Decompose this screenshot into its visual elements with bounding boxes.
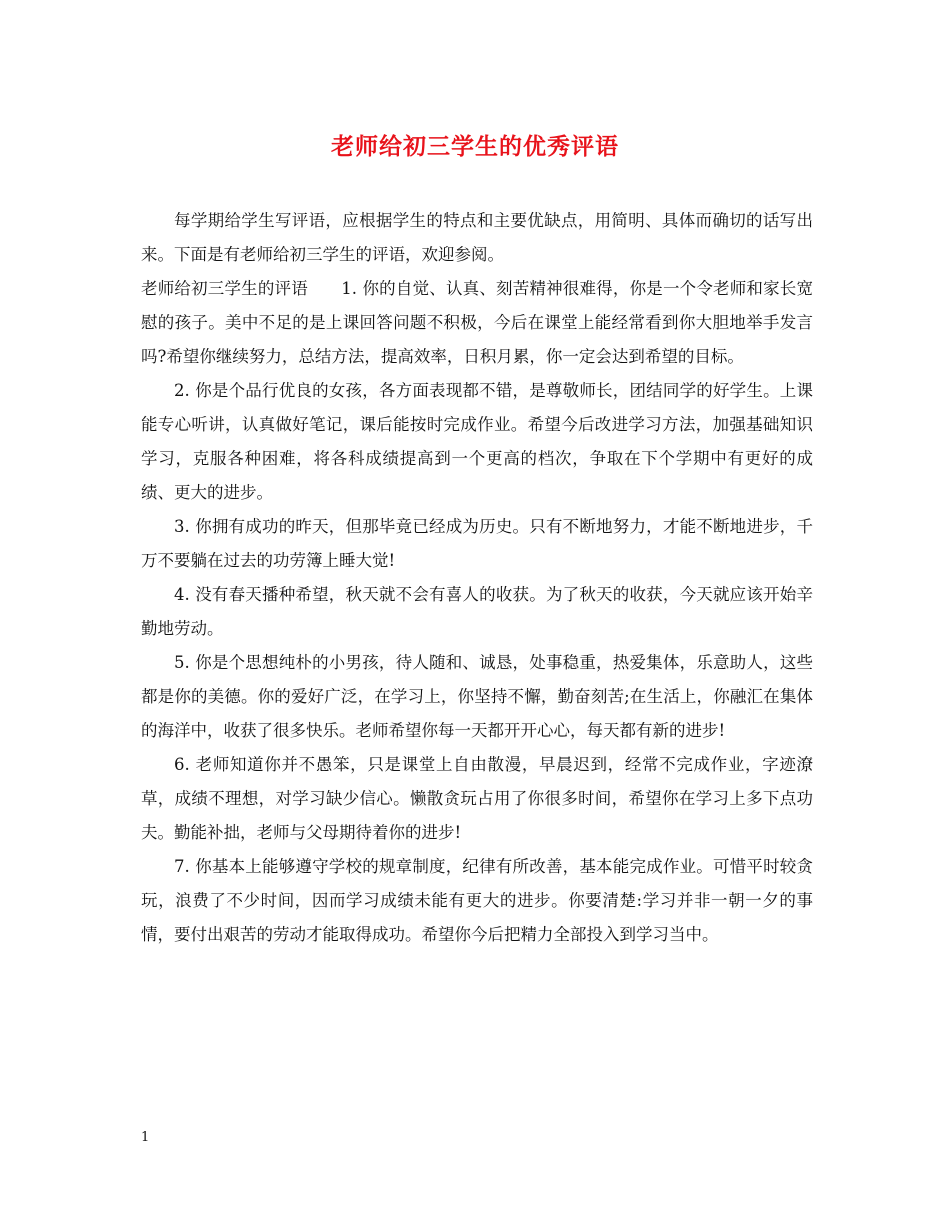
document-body — [141, 204, 813, 952]
comment-paragraph-6: 6. 老师知道你并不愚笨，只是课堂上自由散漫，早晨迟到，经常不完成作业，字迹潦草，成绩不理想，对学习缺少信心。懒散贪玩占用了你很多时间，希望你在学习上多下点功夫。勤能补拙，老师与父母期待着你的进步! — [141, 755, 813, 842]
comment-paragraph-7: 7. 你基本上能够遵守学校的规章制度，纪律有所改善，基本能完成作业。可惜平时较贪玩，浪费了不少时间，因而学习成绩未能有更大的进步。你要清楚:学习并非一朝一夕的事情，要付出艰苦的劳动才能取得成功。希望你今后把精力全部投入到学习当中。 — [141, 857, 813, 944]
comment-paragraph-1: 老师给初三学生的评语 1. 你的自觉、认真、刻苦精神很难得，你是一个令老师和家长宽慰的孩子。美中不足的是上课回答问题不积极，今后在课堂上能经常看到你大胆地举手发言吗?希望你继续努力，总结方法，提高效率，日积月累，你一定会达到希望的目标。 — [141, 279, 813, 366]
comment-paragraph-4: 4. 没有春天播种希望，秋天就不会有喜人的收获。为了秋天的收获，今天就应该开始辛勤地劳动。 — [141, 585, 813, 638]
comment-paragraph-5: 5. 你是个思想纯朴的小男孩，待人随和、诚恳，处事稳重，热爱集体，乐意助人，这些都是你的美德。你的爱好广泛，在学习上，你坚持不懈，勤奋刻苦;在生活上，你融汇在集体的海洋中，收获了很多快乐。老师希望你每一天都开开心心，每天都有新的进步! — [141, 653, 813, 740]
intro-paragraph: 每学期给学生写评语，应根据学生的特点和主要优缺点，用简明、具体而确切的话写出来。下面是有老师给初三学生的评语，欢迎参阅。 — [141, 211, 813, 264]
comment-paragraph-2: 2. 你是个品行优良的女孩，各方面表现都不错，是尊敬师长，团结同学的好学生。上课能专心听讲，认真做好笔记，课后能按时完成作业。希望今后改进学习方法，加强基础知识学习，克服各种困难，将各科成绩提高到一个更高的档次，争取在下个学期中有更好的成绩、更大的进步。 — [141, 381, 813, 502]
document-title: 老师给初三学生的优秀评语 — [331, 133, 619, 160]
comment-paragraph-3: 3. 你拥有成功的昨天，但那毕竟已经成为历史。只有不断地努力，才能不断地进步，千万不要躺在过去的功劳簿上睡大觉! — [141, 517, 813, 570]
page-number: 1 — [141, 1130, 150, 1145]
